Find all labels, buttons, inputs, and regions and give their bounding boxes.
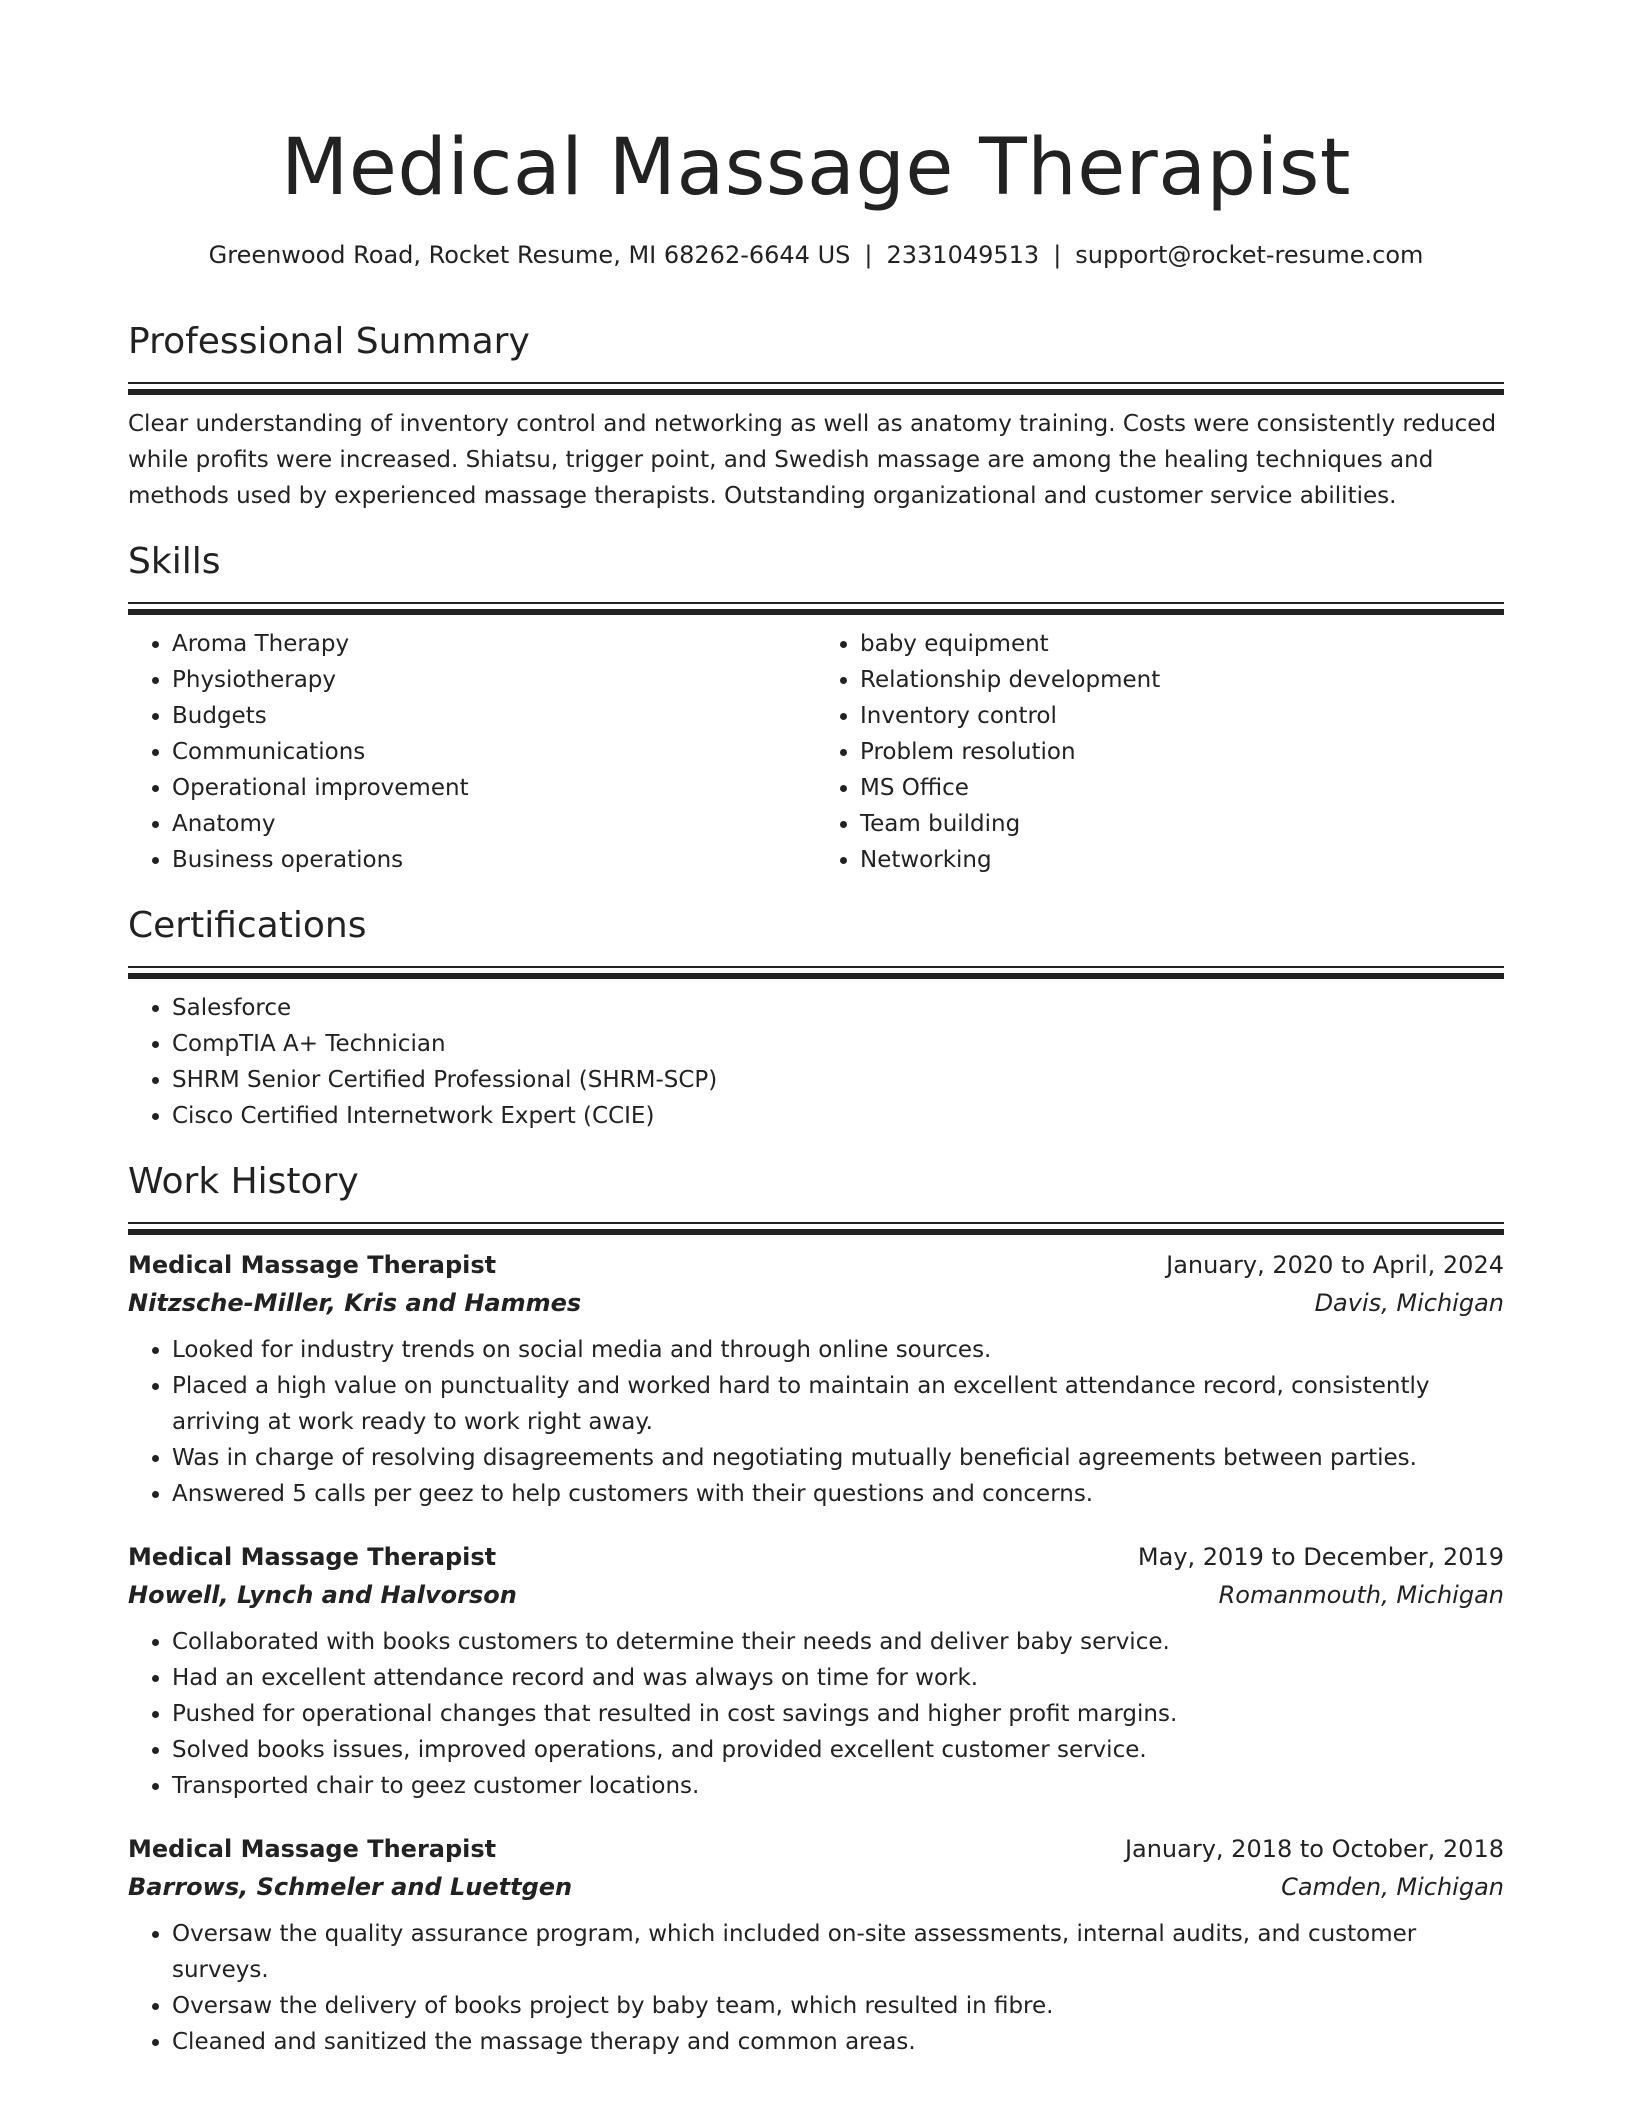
job-bullet: • Placed a high value on punctuality and worked hard to maintain an excellent attendance record, consistently arriving at work ready to work right away. <box>172 1368 1504 1440</box>
job-location: Camden, Michigan <box>1281 1873 1504 1901</box>
skills-columns <box>128 626 1504 878</box>
job-dates: May, 2019 to December, 2019 <box>1137 1543 1504 1571</box>
section-divider <box>128 966 1504 980</box>
skill-item: • Problem resolution <box>860 734 1504 770</box>
contact-email: support@rocket-resume.com <box>1075 241 1424 269</box>
section-divider <box>128 602 1504 616</box>
job-company: Barrows, Schmeler and Luettgen <box>128 1873 573 1901</box>
contact-phone: 2331049513 <box>886 241 1040 269</box>
contact-line <box>0 238 1632 272</box>
certification-item: • Cisco Certified Internetwork Expert (CCIE) <box>172 1098 1504 1134</box>
job-entry <box>128 1246 1504 1512</box>
skill-item: • Networking <box>860 842 1504 878</box>
skill-item: • Budgets <box>172 698 816 734</box>
job-title: Medical Massage Therapist <box>128 1251 497 1279</box>
section-title-skills: Skills <box>128 541 221 582</box>
job-bullets <box>128 1332 1504 1512</box>
job-location: Davis, Michigan <box>1314 1289 1504 1317</box>
job-title: Medical Massage Therapist <box>128 1543 497 1571</box>
summary-text: Clear understanding of inventory control and networking as well as anatomy training. Costs were consistently reduced while profits were increased. Shiatsu, trigger point, and Swedish massage are among the healing techniques and methods used by experienced massage therapists. Outstanding organizational and customer service abilities. <box>128 411 1497 509</box>
job-bullets <box>128 1916 1504 2060</box>
skills-list-left <box>128 626 816 878</box>
job-bullet: • Was in charge of resolving disagreements and negotiating mutually beneficial agreements between parties. <box>172 1440 1504 1476</box>
skill-item: • Inventory control <box>860 698 1504 734</box>
skill-item: • Team building <box>860 806 1504 842</box>
certification-item: • CompTIA A+ Technician <box>172 1026 1504 1062</box>
job-bullet: • Solved books issues, improved operations, and provided excellent customer service. <box>172 1732 1504 1768</box>
job-bullet: • Collaborated with books customers to determine their needs and deliver baby service. <box>172 1624 1504 1660</box>
skill-item: • Business operations <box>172 842 816 878</box>
certifications-section <box>128 902 1504 1134</box>
job-header <box>128 1830 1504 1868</box>
certifications-list <box>128 990 1504 1134</box>
job-bullet: • Cleaned and sanitized the massage therapy and common areas. <box>172 2024 1504 2060</box>
job-bullet: • Transported chair to geez customer locations. <box>172 1768 1504 1804</box>
section-title-work-history: Work History <box>128 1161 359 1202</box>
job-bullets <box>128 1624 1504 1804</box>
job-title: Medical Massage Therapist <box>128 1835 497 1863</box>
skill-item: • Physiotherapy <box>172 662 816 698</box>
job-subheader <box>128 1868 1504 1906</box>
skill-item: • Anatomy <box>172 806 816 842</box>
job-bullet: • Looked for industry trends on social media and through online sources. <box>172 1332 1504 1368</box>
contact-separator: | <box>1053 241 1062 269</box>
resume-name: Medical Massage Therapist <box>281 123 1351 213</box>
section-title-summary: Professional Summary <box>128 321 530 362</box>
job-bullet: • Pushed for operational changes that resulted in cost savings and higher profit margins. <box>172 1696 1504 1732</box>
certification-item: • Salesforce <box>172 990 1504 1026</box>
section-title-certifications: Certifications <box>128 905 367 946</box>
summary-section <box>128 318 1504 514</box>
skill-item: • Communications <box>172 734 816 770</box>
job-bullet: • Answered 5 calls per geez to help customers with their questions and concerns. <box>172 1476 1504 1512</box>
job-company: Howell, Lynch and Halvorson <box>128 1581 517 1609</box>
job-bullet: • Had an excellent attendance record and was always on time for work. <box>172 1660 1504 1696</box>
skill-item: • baby equipment <box>860 626 1504 662</box>
section-divider <box>128 1222 1504 1236</box>
job-dates: January, 2020 to April, 2024 <box>1166 1251 1504 1279</box>
skill-item: • Aroma Therapy <box>172 626 816 662</box>
skill-item: • Operational improvement <box>172 770 816 806</box>
job-bullet: • Oversaw the quality assurance program, which included on-site assessments, internal audits, and customer surveys. <box>172 1916 1504 1988</box>
job-subheader <box>128 1284 1504 1322</box>
job-bullet: • Oversaw the delivery of books project by baby team, which resulted in fibre. <box>172 1988 1504 2024</box>
certification-item: • SHRM Senior Certified Professional (SHRM-SCP) <box>172 1062 1504 1098</box>
skills-list-right <box>816 626 1504 878</box>
job-header <box>128 1246 1504 1284</box>
job-header <box>128 1538 1504 1576</box>
job-dates: January, 2018 to October, 2018 <box>1124 1835 1504 1863</box>
skill-item: • Relationship development <box>860 662 1504 698</box>
resume-content <box>128 318 1504 2060</box>
job-subheader <box>128 1576 1504 1614</box>
skills-section <box>128 538 1504 878</box>
job-entry <box>128 1538 1504 1804</box>
work-history-section <box>128 1158 1504 2060</box>
skill-item: • MS Office <box>860 770 1504 806</box>
job-company: Nitzsche-Miller, Kris and Hammes <box>128 1289 582 1317</box>
section-divider <box>128 382 1504 396</box>
job-entry <box>128 1830 1504 2060</box>
contact-separator: | <box>864 241 873 269</box>
job-location: Romanmouth, Michigan <box>1218 1581 1504 1609</box>
contact-address: Greenwood Road, Rocket Resume, MI 68262-6644 US <box>208 241 851 269</box>
